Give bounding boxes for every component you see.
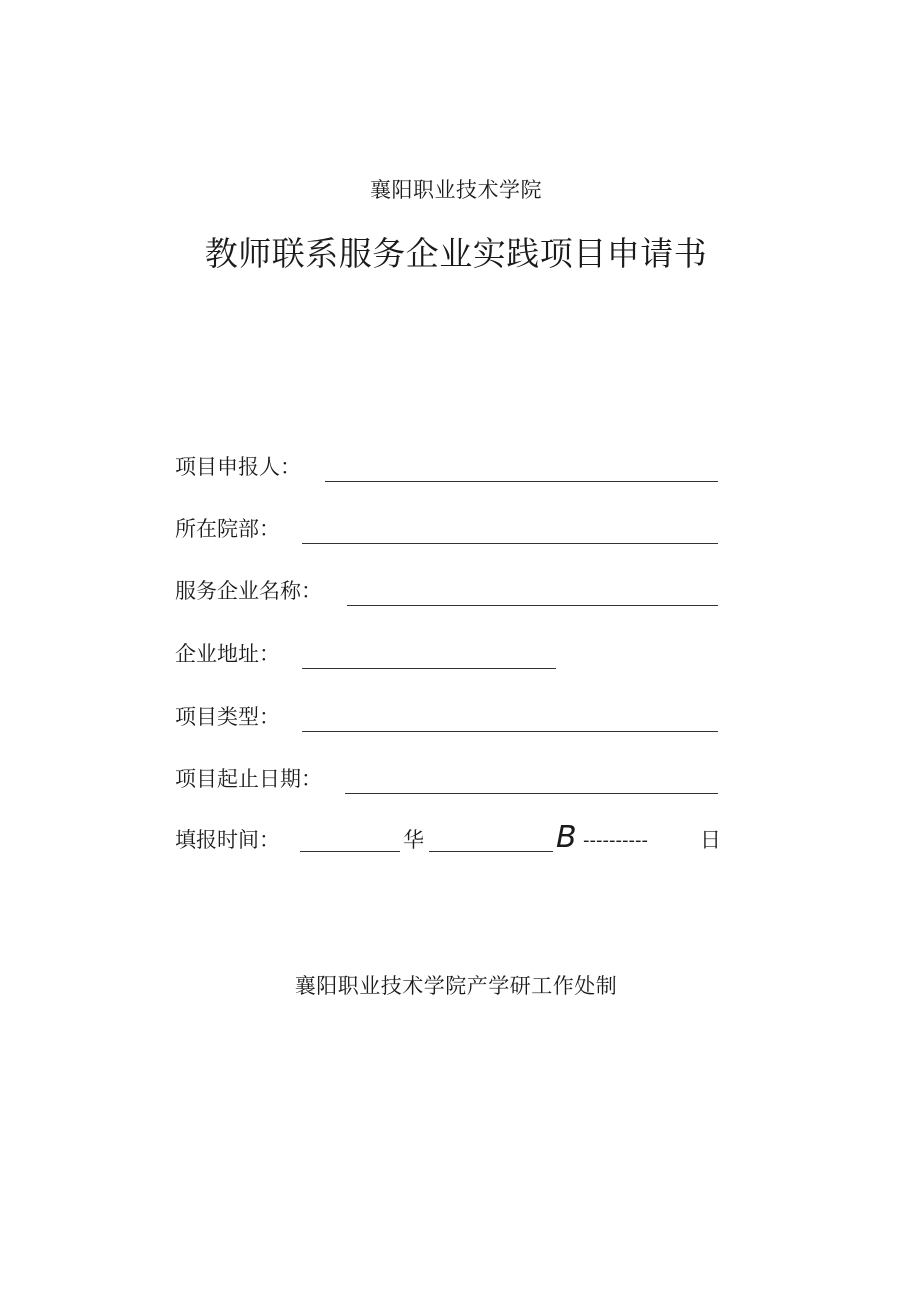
field-project-dates-label: 项目起止日期： [175, 767, 322, 791]
fill-date-row [175, 820, 735, 864]
field-project-type [175, 702, 720, 736]
fill-date-label: 填报时间： [175, 828, 280, 852]
field-applicant [175, 452, 720, 486]
field-project-dates [175, 764, 720, 798]
day-blank-dashes[interactable]: ---------- [583, 830, 648, 851]
month-unit: B [556, 820, 577, 855]
document-title: 教师联系服务企业实践项目申请书 [204, 234, 708, 273]
year-unit: 华 [403, 828, 424, 852]
field-company-address-line[interactable] [302, 668, 556, 669]
day-unit: 日 [700, 828, 721, 852]
field-project-dates-line[interactable] [345, 793, 718, 794]
field-applicant-line[interactable] [325, 481, 718, 482]
field-company-name-line[interactable] [347, 605, 718, 606]
year-blank[interactable] [300, 851, 400, 852]
field-department [175, 514, 720, 548]
field-project-type-line[interactable] [302, 731, 718, 732]
field-department-line[interactable] [302, 543, 718, 544]
field-department-label: 所在院部： [175, 517, 280, 541]
field-company-address [175, 639, 720, 673]
field-company-address-label: 企业地址： [175, 642, 280, 666]
field-company-name-label: 服务企业名称： [175, 579, 322, 603]
issuer-footer: 襄阳职业技术学院产学研工作处制 [294, 974, 618, 998]
field-project-type-label: 项目类型： [175, 705, 280, 729]
month-blank[interactable] [429, 851, 553, 852]
field-company-name [175, 576, 720, 610]
school-name: 襄阳职业技术学院 [370, 178, 542, 202]
field-applicant-label: 项目申报人： [175, 455, 301, 479]
